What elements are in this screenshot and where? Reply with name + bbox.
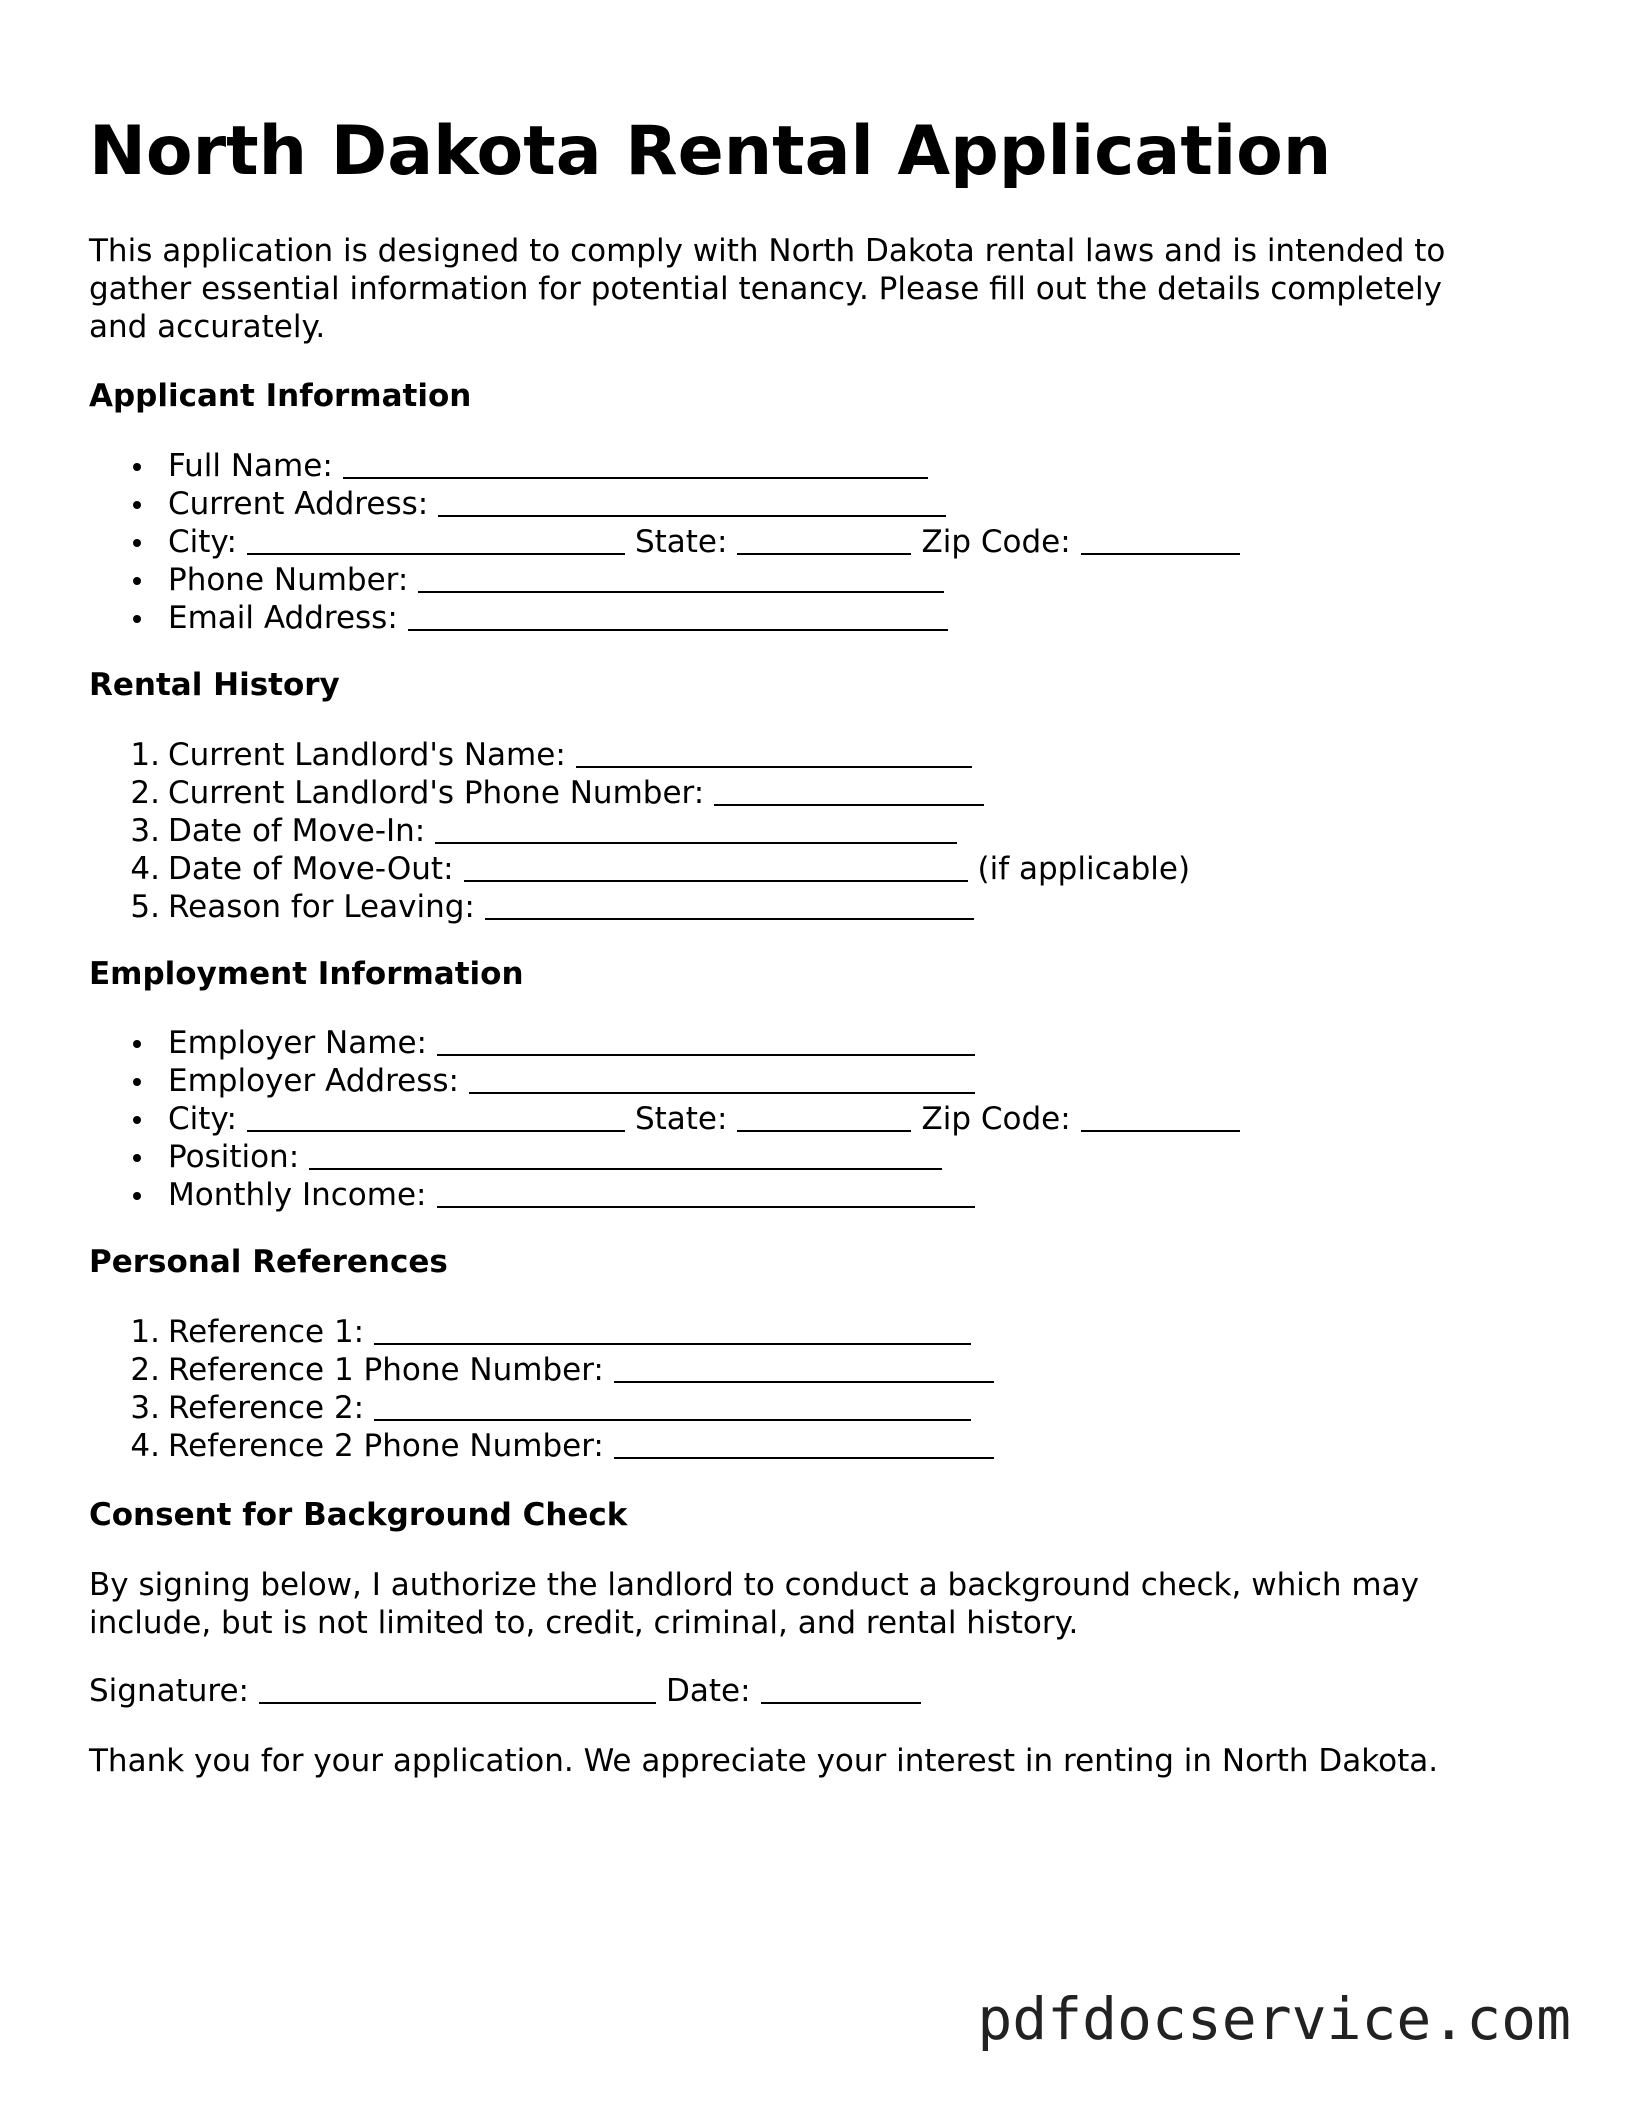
reference2-phone-field[interactable] bbox=[614, 1427, 994, 1459]
bullet-icon bbox=[133, 501, 141, 509]
employer-city-field[interactable] bbox=[247, 1100, 625, 1132]
bullet-icon bbox=[133, 463, 141, 471]
employer-zip-field[interactable] bbox=[1081, 1100, 1240, 1132]
reason-leaving-field[interactable] bbox=[485, 888, 974, 920]
list-item bbox=[89, 599, 1240, 637]
employer-zip-label: Zip Code: bbox=[921, 1101, 1071, 1137]
full-name-label: Full Name: bbox=[168, 448, 333, 484]
list-item bbox=[89, 812, 1190, 850]
reference1-phone-label: Reference 1 Phone Number: bbox=[168, 1352, 604, 1388]
employment-info-list bbox=[89, 1024, 1240, 1214]
reference1-label: Reference 1: bbox=[168, 1314, 365, 1350]
phone-field[interactable] bbox=[418, 561, 944, 593]
current-address-label: Current Address: bbox=[168, 486, 429, 522]
references-heading: Personal References bbox=[89, 1244, 448, 1280]
list-item bbox=[89, 1176, 1240, 1214]
list-item bbox=[89, 774, 1190, 812]
bullet-icon bbox=[133, 1192, 141, 1200]
position-field[interactable] bbox=[309, 1138, 942, 1170]
landlord-phone-field[interactable] bbox=[714, 774, 984, 806]
employer-city-label: City: bbox=[168, 1101, 237, 1137]
list-item bbox=[89, 1351, 994, 1389]
list-item bbox=[89, 850, 1190, 888]
bullet-icon bbox=[133, 539, 141, 547]
list-item bbox=[89, 1024, 1240, 1062]
list-item bbox=[89, 561, 1240, 599]
signature-field[interactable] bbox=[259, 1672, 656, 1704]
item-number: 3. bbox=[130, 813, 160, 849]
bullet-icon bbox=[133, 1154, 141, 1162]
reference2-phone-label: Reference 2 Phone Number: bbox=[168, 1428, 604, 1464]
rental-history-list bbox=[89, 736, 1190, 926]
employer-state-label: State: bbox=[634, 1101, 728, 1137]
list-item bbox=[89, 485, 1240, 523]
rental-history-heading: Rental History bbox=[89, 667, 340, 703]
zip-field[interactable] bbox=[1081, 523, 1240, 555]
email-field[interactable] bbox=[408, 599, 948, 631]
full-name-field[interactable] bbox=[343, 447, 928, 479]
watermark: pdfdocservice.com bbox=[977, 1985, 1571, 2053]
reference1-field[interactable] bbox=[374, 1313, 971, 1345]
signature-label: Signature: bbox=[89, 1673, 249, 1709]
phone-label: Phone Number: bbox=[168, 562, 409, 598]
list-item bbox=[89, 888, 1190, 926]
list-item bbox=[89, 1313, 994, 1351]
applicant-info-list bbox=[89, 447, 1240, 637]
applicant-info-heading: Applicant Information bbox=[89, 378, 472, 414]
closing-text: Thank you for your application. We appreciate your interest in renting in North Dakota. bbox=[89, 1743, 1439, 1779]
monthly-income-field[interactable] bbox=[437, 1176, 975, 1208]
intro-paragraph: This application is designed to comply with North Dakota rental laws and is intended to gather essential information for potential tenancy. Please fill out the details completely and accurately. bbox=[89, 233, 1446, 345]
list-item bbox=[89, 1427, 994, 1465]
signature-line bbox=[89, 1672, 921, 1710]
move-in-label: Date of Move-In: bbox=[168, 813, 426, 849]
employer-name-label: Employer Name: bbox=[168, 1025, 427, 1061]
landlord-name-label: Current Landlord's Name: bbox=[168, 737, 566, 773]
list-item bbox=[89, 1389, 994, 1427]
reference2-field[interactable] bbox=[374, 1389, 971, 1421]
zip-label: Zip Code: bbox=[921, 524, 1071, 560]
reference2-label: Reference 2: bbox=[168, 1390, 365, 1426]
item-number: 1. bbox=[130, 1314, 160, 1350]
bullet-icon bbox=[133, 1078, 141, 1086]
position-label: Position: bbox=[168, 1139, 300, 1175]
consent-text: By signing below, I authorize the landlord to conduct a background check, which may include, but is not limited to, credit, criminal, and rental history. bbox=[89, 1567, 1419, 1641]
list-item bbox=[89, 1100, 1240, 1138]
city-label: City: bbox=[168, 524, 237, 560]
date-label: Date: bbox=[666, 1673, 751, 1709]
list-item bbox=[89, 523, 1240, 561]
move-out-field[interactable] bbox=[464, 850, 968, 882]
move-out-label: Date of Move-Out: bbox=[168, 851, 454, 887]
references-list bbox=[89, 1313, 994, 1465]
item-number: 5. bbox=[130, 889, 160, 925]
bullet-icon bbox=[133, 1040, 141, 1048]
consent-heading: Consent for Background Check bbox=[89, 1497, 628, 1533]
item-number: 2. bbox=[130, 1352, 160, 1388]
current-address-field[interactable] bbox=[438, 485, 946, 517]
state-label: State: bbox=[634, 524, 728, 560]
monthly-income-label: Monthly Income: bbox=[168, 1177, 427, 1213]
item-number: 2. bbox=[130, 775, 160, 811]
item-number: 1. bbox=[130, 737, 160, 773]
reason-leaving-label: Reason for Leaving: bbox=[168, 889, 475, 925]
employer-name-field[interactable] bbox=[437, 1024, 975, 1056]
reference1-phone-field[interactable] bbox=[614, 1351, 994, 1383]
employment-info-heading: Employment Information bbox=[89, 956, 524, 992]
employer-address-field[interactable] bbox=[469, 1062, 975, 1094]
employer-state-field[interactable] bbox=[737, 1100, 911, 1132]
employer-address-label: Employer Address: bbox=[168, 1063, 459, 1099]
list-item bbox=[89, 736, 1190, 774]
city-field[interactable] bbox=[247, 523, 625, 555]
bullet-icon bbox=[133, 577, 141, 585]
move-in-field[interactable] bbox=[435, 812, 957, 844]
landlord-phone-label: Current Landlord's Phone Number: bbox=[168, 775, 705, 811]
list-item bbox=[89, 1062, 1240, 1100]
email-label: Email Address: bbox=[168, 600, 398, 636]
list-item bbox=[89, 1138, 1240, 1176]
item-number: 3. bbox=[130, 1390, 160, 1426]
page-title: North Dakota Rental Application bbox=[89, 112, 1332, 191]
date-field[interactable] bbox=[761, 1672, 921, 1704]
bullet-icon bbox=[133, 615, 141, 623]
list-item bbox=[89, 447, 1240, 485]
bullet-icon bbox=[133, 1116, 141, 1124]
state-field[interactable] bbox=[737, 523, 911, 555]
item-number: 4. bbox=[130, 851, 160, 887]
item-number: 4. bbox=[130, 1428, 160, 1464]
landlord-name-field[interactable] bbox=[576, 736, 972, 768]
move-out-note: (if applicable) bbox=[977, 851, 1191, 887]
